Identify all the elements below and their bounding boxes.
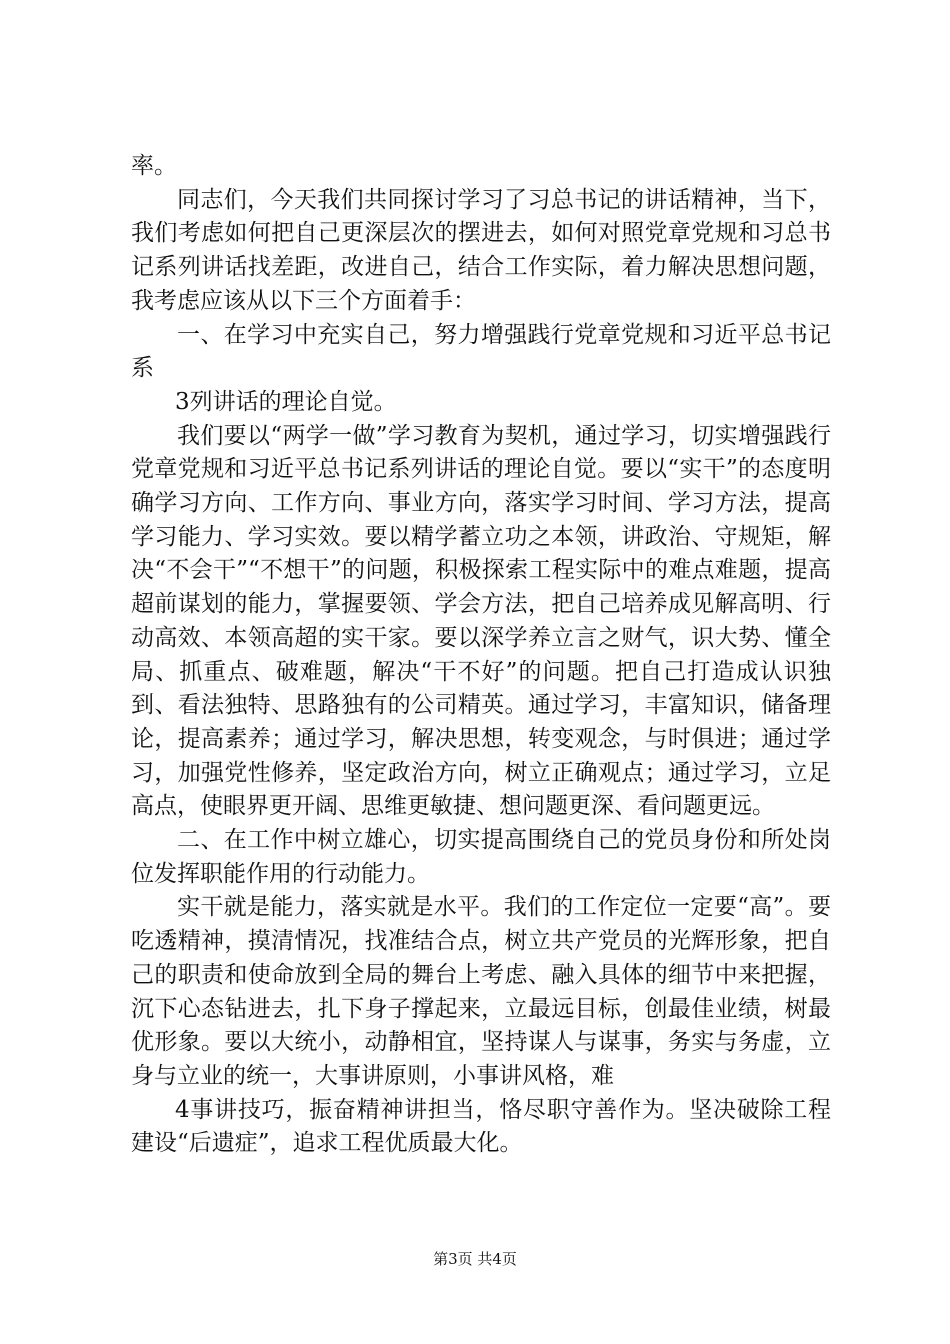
section-heading-2: 二、在工作中树立雄心，切实提高围绕自己的党员身份和所处岗位发挥职能作用的行动能力。 xyxy=(131,827,831,887)
paragraph-continuation: 率。 xyxy=(131,153,177,179)
page-footer: 第3页 共4页 xyxy=(433,1250,517,1268)
document-body xyxy=(131,150,831,1161)
paragraph-work-continuation: 4事讲技巧，振奋精神讲担当，恪尽职守善作为。坚决破除工程建设“后遗症”，追求工程优质最大化。 xyxy=(131,1096,831,1157)
section-heading-1: 一、在学习中充实自己，努力增强践行党章党规和习近平总书记系 xyxy=(131,321,831,382)
paragraph-work: 实干就是能力，落实就是水平。我们的工作定位一定要“高”。要吃透精神，摸清情况，找准结合点，树立共产党员的光辉形象，把自己的职责和使命放到全局的舞台上考虑、融入具体的细节中来把握，沉下心态钻进去，扎下身子撑起来，立最远目标，创最佳业绩，树最优形象。要以大统小，动静相宜，坚持谋人与谋事，务实与务虚，立身与立业的统一，大事讲原则，小事讲风格，难 xyxy=(131,894,831,1089)
paragraph-intro: 同志们，今天我们共同探讨学习了习总书记的讲话精神，当下，我们考虑如何把自己更深层次的摆进去，如何对照党章党规和习总书记系列讲话找差距，改进自己，结合工作实际，着力解决思想问题，我考虑应该从以下三个方面着手： xyxy=(131,186,831,314)
paragraph-study: 我们要以“两学一做”学习教育为契机，通过学习，切实增强践行党章党规和习近平总书记系列讲话的理论自觉。要以“实干”的态度明确学习方向、工作方向、事业方向，落实学习时间、学习方法，提高学习能力、学习实效。要以精学蓄立功之本领，讲政治、守规矩，解决“不会干”“不想干”的问题，积极探索工程实际中的难点难题，提高超前谋划的能力，掌握要领、学会方法，把自己培养成见解高明、行动高效、本领高超的实干家。要以深学养立言之财气，识大势、懂全局、抓重点、破难题，解决“干不好”的问题。把自己打造成认识独到、看法独特、思路独有的公司精英。通过学习，丰富知识，储备理论，提高素养；通过学习，解决思想，转变观念，与时俱进；通过学习，加强党性修养，坚定政治方向，树立正确观点；通过学习，立足高点，使眼界更开阔、思维更敏捷、想问题更深、看问题更远。 xyxy=(131,422,831,820)
section-heading-1-continuation: 3列讲话的理论自觉。 xyxy=(175,388,397,415)
